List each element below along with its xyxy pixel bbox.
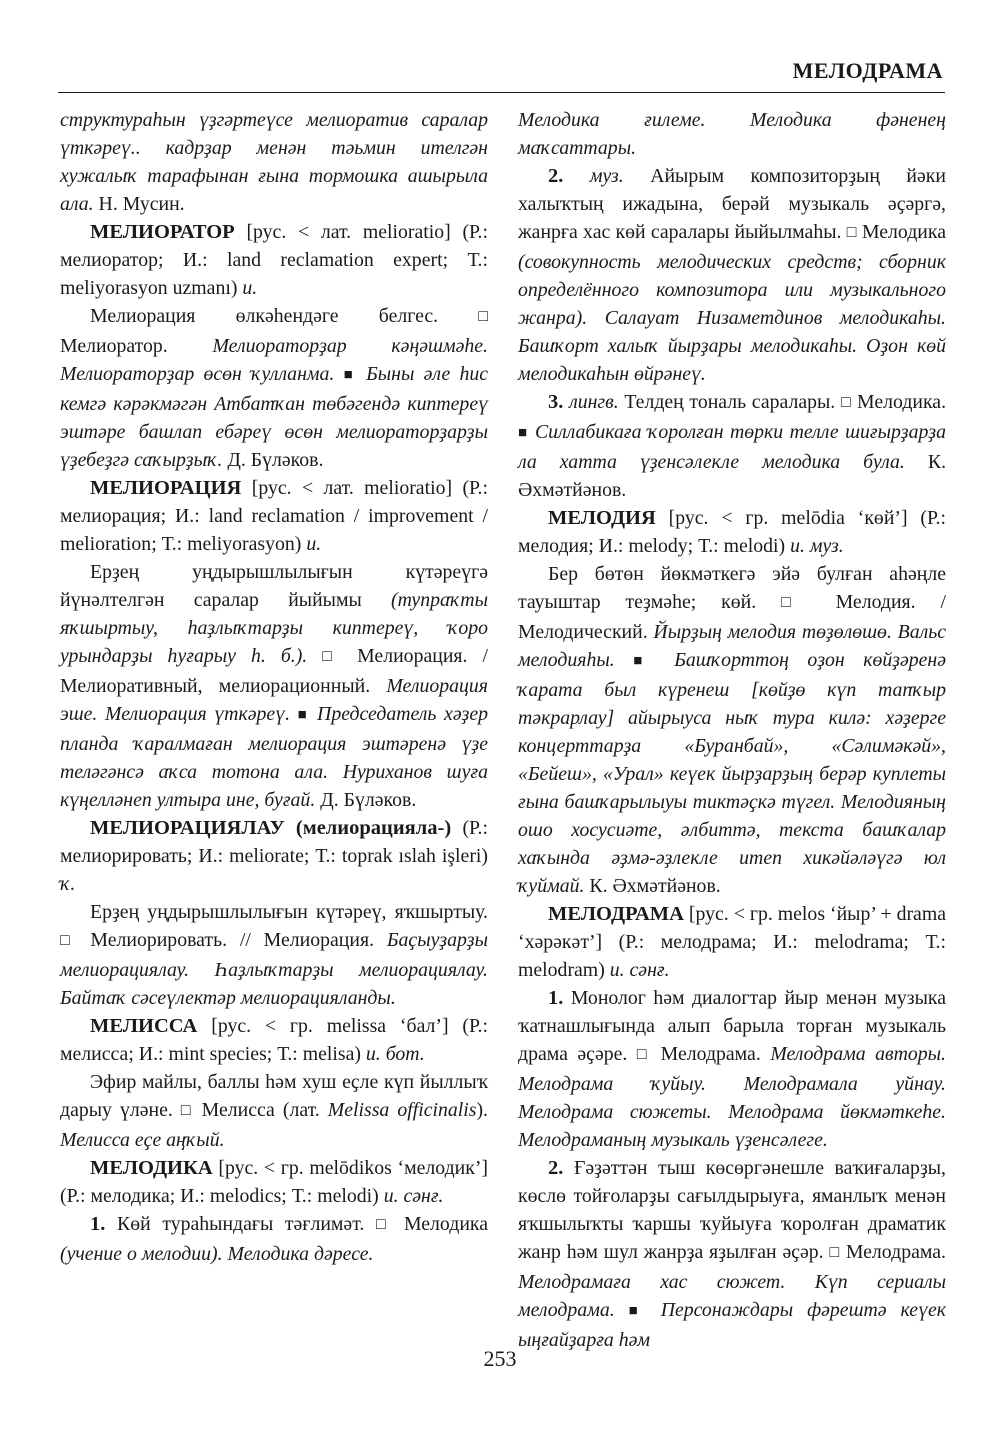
- usage-examples: Мелодика ғилеме. Мелодика фәненең маҡсаттары.: [518, 109, 946, 159]
- definition: [60, 302, 488, 474]
- russian-equivalent-marker-icon: □: [375, 1216, 393, 1233]
- bracket-close: ).: [476, 1099, 488, 1121]
- russian-equivalent-marker-icon: □: [781, 594, 811, 611]
- definition-text: Көй тураһындағы тәғлимәт.: [117, 1213, 365, 1235]
- quote-author: К. Әхмәтйәнов.: [518, 451, 947, 501]
- usage-examples: Баҫыуҙарҙы мелиорациялау. Һаҙлыҡтарҙы мелиорациялау. Байтаҡ сәсеүлектәр мелиорацияланды.: [60, 929, 488, 1009]
- quote-text: Быны әле һис кемгә кәрәкмәгән Атбатҡан төбәгендә киптереү эштәре башлап ебәреү өсөн мелиораторҙарҙы үҙебеҙгә саҡырҙыҡ.: [60, 363, 489, 471]
- etymology: [рус. < гр. melissa ‘бал’] (Р.: мелисса; И.: mint species; Т.: melisa): [60, 1015, 488, 1065]
- sense-2: [518, 1154, 946, 1354]
- etymology: [рус. < лат. melioratio] (Р.: мелиоратор; И.: land reclamation expert; Т.: meliyorasyon uzmanı): [60, 221, 489, 299]
- quote-author: Д. Бүләков.: [227, 449, 324, 471]
- russian-equivalent: Мелисса (лат.: [201, 1099, 320, 1121]
- latin-name: Melissa officinalis: [327, 1099, 477, 1121]
- russian-equivalent: Мелиорация. / Мелиоративный, мелиорационный.: [60, 645, 488, 697]
- usage-examples: Мелиорация эше. Мелиорация үткәреү.: [60, 675, 488, 725]
- part-of-speech: и.: [242, 277, 258, 299]
- headword: МЕЛИССА: [90, 1015, 198, 1037]
- russian-equivalent-marker-icon: □: [636, 1046, 652, 1063]
- quotation-marker-icon: ■: [633, 653, 656, 669]
- sense-number: 1.: [548, 987, 564, 1009]
- sense-2: [518, 162, 946, 388]
- headword: МЕЛОДИКА: [90, 1157, 213, 1179]
- russian-equivalent: Мелодрама.: [845, 1241, 946, 1263]
- quotation-marker-icon: ■: [297, 707, 310, 723]
- entry-melioratsiyalau: [60, 814, 488, 898]
- usage-label: муз.: [589, 165, 624, 187]
- definition-text: Ғәҙәттән тыш көсөргәнешле ваҡиғаларҙы, көслө тойғоларҙы сағылдырыуға, яманлыҡ менән яҡшылыҡты ҡаршы ҡуйыуға ҡоролған драматик жанр һәм шул жанрҙа яҙылған әҫәр.: [518, 1157, 946, 1263]
- header-rule: [58, 92, 945, 93]
- sense-number: 3.: [548, 391, 564, 413]
- russian-equivalent-marker-icon: □: [322, 648, 343, 665]
- russian-equivalent: Мелодика.: [857, 391, 947, 413]
- entry-melissa: [60, 1012, 488, 1068]
- etymology: (Р.: мелиорировать; И.: meliorate; Т.: toprak ıslah işleri): [60, 817, 488, 867]
- entry-melodika: [60, 1154, 488, 1210]
- quotation-marker-icon: ■: [518, 425, 529, 441]
- russian-equivalent-marker-icon: □: [846, 224, 857, 241]
- entry-melodiya: [518, 504, 946, 560]
- russian-equivalent: Мелодия. / Мелодический.: [518, 591, 946, 643]
- entry-meliorator: [60, 218, 488, 302]
- usage-examples: Салауат Низаметдинов мелодикаһы. Башҡорт халыҡ йырҙары мелодикаһы. Оҙон көй мелодикаһын өйрәнеү.: [518, 307, 947, 385]
- quote-author: К. Әхмәтйәнов.: [589, 875, 721, 897]
- russian-equivalent: Мелодика: [861, 221, 946, 243]
- usage-examples: Мелиораторҙар кәңәшмәһе. Мелиораторҙар өсөн ҡулланма.: [60, 335, 488, 385]
- entry-melioratsiya: [60, 474, 488, 558]
- russian-gloss: (совокупность мелодических средств; сборник определённого композитора или музыкального жанра).: [518, 251, 946, 329]
- page-number: 253: [483, 1346, 517, 1371]
- definition: [518, 560, 946, 900]
- quote-text: Башҡорттоң оҙон көйҙәренә ҡарата был күренеш [көйҙө күп тапҡыр тәкрарлау] айырыуса ныҡ тура килә: хәҙерге концерттарҙа «Буранбай», «Сәлимәкәй», «Бейеш», «Урал» кеүек йырҙарҙың берәр куплеты ғына башҡарылыуы тиктәҫкә түгел. Мелодияның ошо хосусиәте, әлбиттә, текста башҡалар хаҡында әҙмә-әҙлекле итеп хикәйәләүгә юл ҡуймай.: [518, 649, 946, 897]
- russian-equivalent-marker-icon: □: [829, 1244, 840, 1261]
- sense-number: 2.: [548, 165, 564, 187]
- quote-text: Председатель хәҙер планда ҡаралмаған мелиорация эштәренә үҙе теләгәнсә аҡса тотона ала. Нуриханов шуға күңелләнеп ултыра ине, буғай.: [60, 703, 488, 811]
- quote-text: структураһын үҙгәртеүсе мелиоратив саралар үткәреү.. кадрҙар менән тәьмин ителгән хужалыҡ тарафынан ғына тормошка ашырыла ала.: [60, 109, 488, 215]
- left-column: [60, 106, 488, 1268]
- running-head: МЕЛОДРАМА: [792, 58, 943, 83]
- entry-continuation: [518, 106, 946, 162]
- headword: МЕЛОДИЯ: [548, 507, 656, 529]
- sense-number: 1.: [90, 1213, 106, 1235]
- russian-equivalent-marker-icon: □: [60, 932, 78, 949]
- part-of-speech: и. сәнғ.: [383, 1185, 444, 1207]
- definition-text: Ерҙең уңдырышлылығын күтәреүгә йүнәлтелгән саралар йыйымы: [60, 561, 488, 611]
- definition-text: Мелиорация өлкәһендәге белгес.: [90, 305, 439, 327]
- russian-equivalent: Мелиорировать. // Мелиорация.: [90, 929, 375, 951]
- entry-melodrama: [518, 900, 946, 984]
- definition-text: Бер бөтөн йөкмәткегә эйә булған аһәңле тауыштар теҙмәһе; көй.: [518, 563, 946, 613]
- definition-gloss: (тупраҡты яҡшыртыу, һаҙлыҡтарҙы киптереү, ҡоро урындарҙы һуғарыу һ. б.).: [60, 589, 488, 667]
- russian-equivalent-marker-icon: □: [840, 394, 852, 411]
- definition: [60, 898, 488, 1012]
- definition-text: Телдең тональ саралары.: [624, 391, 836, 413]
- russian-equivalent: Мелодика: [403, 1213, 488, 1235]
- etymology: [рус. < гр. melos ‘йыр’ + drama ‘хәрәкәт’] (Р.: мелодрама; И.: melodrama; Т.: melodram): [518, 903, 946, 981]
- usage-label: лингв.: [569, 391, 619, 413]
- headword-stem: (мелиорацияла-): [295, 817, 452, 839]
- usage-examples: Йырҙың мелодия төҙөлөшө. Вальс мелодияһы.: [518, 621, 946, 671]
- russian-gloss: (учение о мелодии).: [60, 1243, 223, 1265]
- definition-text: Монолог һәм диалогтар йыр менән музыка ҡатнашлығында алып барыла торған музыкаль драма әҫәре.: [518, 987, 946, 1065]
- etymology: [рус. < гр. melōdikos ‘мелодик’] (Р.: мелодика; И.: melodics; Т.: melodi): [60, 1157, 489, 1207]
- usage-examples: Мелодика дәресе.: [227, 1243, 374, 1265]
- headword: МЕЛИОРАЦИЯ: [90, 477, 242, 499]
- quote-text: Персонаждары фәрештә кеүек ыңғайҙарға һәм: [518, 1299, 946, 1351]
- entry-continuation: [60, 106, 488, 218]
- quotation-marker-icon: ■: [343, 367, 357, 383]
- russian-equivalent: Мелиоратор.: [60, 335, 168, 357]
- quote-author: Н. Мусин.: [98, 193, 185, 215]
- definition-text: Эфир майлы, баллы һәм хуш еҫле күп йыллыҡ дарыу үләне.: [60, 1071, 488, 1121]
- headword: МЕЛИОРАТОР: [90, 221, 235, 243]
- russian-equivalent-marker-icon: □: [180, 1102, 194, 1119]
- sense-1: [60, 1210, 488, 1268]
- sense-1: [518, 984, 946, 1154]
- russian-equivalent-marker-icon: □: [478, 308, 488, 325]
- part-of-speech: и. муз.: [790, 535, 844, 557]
- quote-author: Д. Бүләков.: [320, 789, 417, 811]
- russian-equivalent: Мелодрама.: [660, 1043, 761, 1065]
- definition: [60, 558, 488, 814]
- definition-text: Ерҙең уңдырышлылығын күтәреү, яҡшыртыу.: [90, 901, 488, 923]
- etymology: [рус. < гр. melōdia ‘көй’] (Р.: мелодия; И.: melody; Т.: melodi): [518, 507, 946, 557]
- etymology: [рус. < лат. melioratio] (Р.: мелиорация; И.: land reclamation / improvement / melioration; Т.: meliyorasyon): [60, 477, 488, 555]
- part-of-speech: и.: [306, 533, 322, 555]
- usage-examples: Мелодрама авторы. Мелодрама ҡуйыу. Мелодрамала уйнау. Мелодрама сюжеты. Мелодрама йөкмәткеһе. Мелодраманың музыкаль үҙенсәлеге.: [518, 1043, 946, 1151]
- sense-number: 2.: [548, 1157, 564, 1179]
- definition-text: Айырым композиторҙың йәки халыҡтың ижадына, берәй музыкаль әҫәргә, жанрға хас көй саралары йыйылмаһы.: [518, 165, 946, 243]
- usage-examples: Мелисса еҫе аңҡый.: [60, 1129, 225, 1151]
- headword: МЕЛОДРАМА: [548, 903, 684, 925]
- sense-3: [518, 388, 946, 504]
- quotation-marker-icon: ■: [628, 1303, 647, 1319]
- headword: МЕЛИОРАЦИЯЛАУ: [90, 817, 285, 839]
- quote-text: Силлабикаға ҡоролған төрки телле шиғырҙарҙа ла хатта үҙенсәлекле мелодика була.: [518, 421, 947, 473]
- part-of-speech: и. сәнғ.: [609, 959, 670, 981]
- part-of-speech: ҡ.: [60, 873, 76, 895]
- definition: [60, 1068, 488, 1154]
- usage-examples: Мелодрамаға хас сюжет. Күп сериалы мелодрама.: [518, 1271, 946, 1321]
- part-of-speech: и. бот.: [365, 1043, 425, 1065]
- right-column: [518, 106, 946, 1354]
